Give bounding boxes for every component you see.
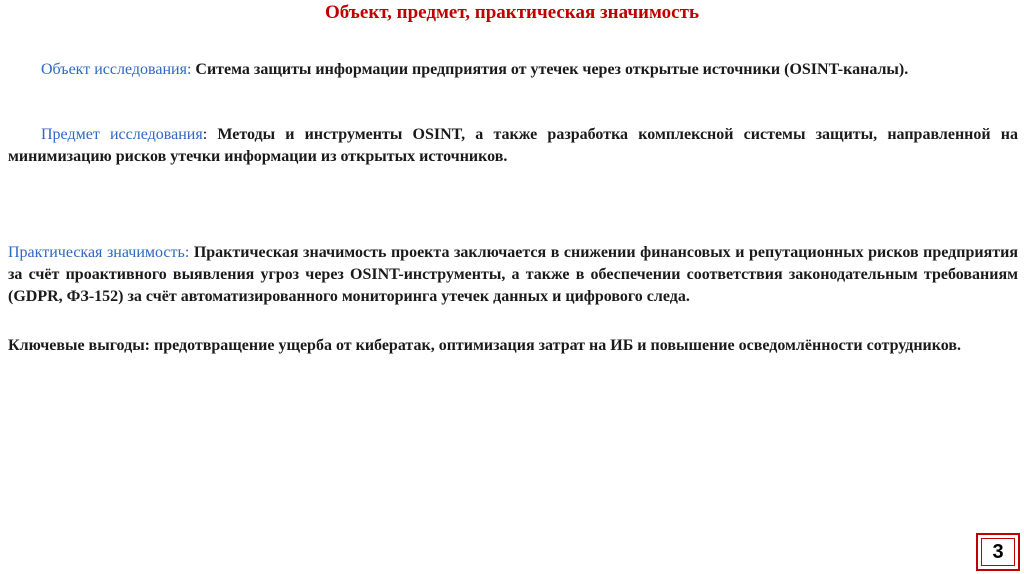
slide-title: Объект, предмет, практическая значимость <box>325 2 699 23</box>
object-text: Ситема защиты информации предприятия от утечек через открытые источники (OSINT-каналы). <box>191 61 909 78</box>
object-paragraph <box>8 59 1018 81</box>
benefits-paragraph: Ключевые выгоды: предотвращение ущерба от кибератак, оптимизация затрат на ИБ и повышение осведомлённости сотрудников. <box>8 337 962 354</box>
page-number-frame <box>976 533 1020 571</box>
practical-text: Практическая значимость проекта заключается в снижении финансовых и репутационных рисков предприятия за счёт проактивного выявления угроз через OSINT-инструменты, а также в обеспечении соответствия законодательным требованиям (GDPR, ФЗ-152) за счёт автоматизированного мониторинга утечек данных и цифрового следа. <box>8 244 1018 305</box>
page-number: 3 <box>981 538 1015 566</box>
practical-paragraph <box>8 242 1018 308</box>
subject-text: Методы и инструменты OSINT, а также разработка комплексной системы защиты, направленной на минимизацию рисков утечки информации из открытых источников. <box>8 126 1019 165</box>
subject-paragraph <box>8 124 1018 168</box>
subject-label-colon: : <box>202 126 208 143</box>
object-label: Объект исследования: <box>41 61 192 78</box>
practical-label: Практическая значимость: <box>8 244 190 261</box>
subject-label: Предмет исследования <box>41 126 203 143</box>
